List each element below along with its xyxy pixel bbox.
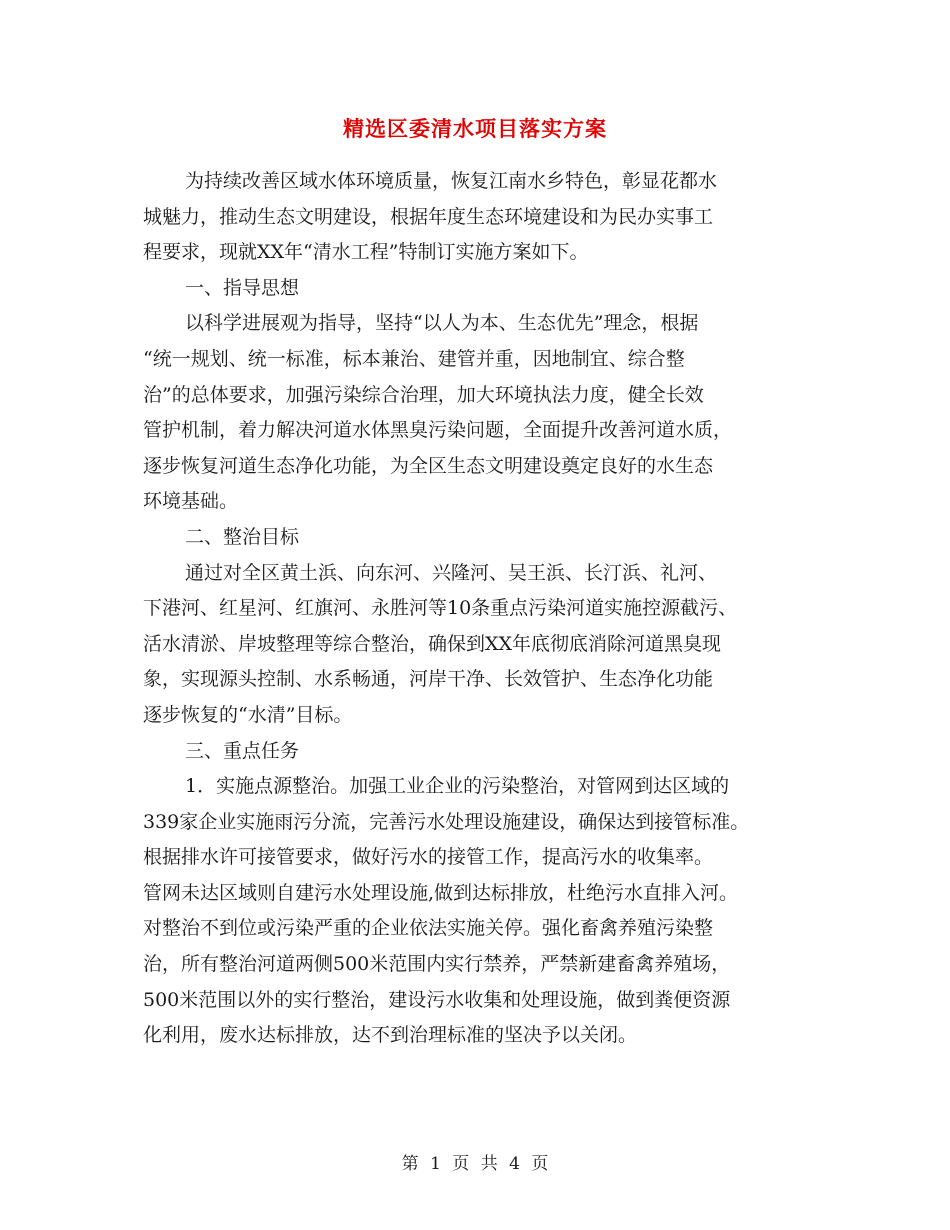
document-body xyxy=(143,164,823,1054)
text-line: 通过对全区黄土浜、向东河、兴隆河、吴王浜、长汀浜、礼河、 xyxy=(185,561,718,584)
text-line: 1．实施点源整治。加强工业企业的污染整治，对管网到达区域的 xyxy=(185,775,730,798)
text-line: 为持续改善区域水体环境质量，恢复江南水乡特色，彰显花都水 xyxy=(185,170,718,192)
text-line: 治”的总体要求，加强污染综合治理，加大环境执法力度，健全长效 xyxy=(143,383,704,406)
text-line: 下港河、红星河、红旗河、永胜河等10条重点污染河道实施控源截污、 xyxy=(143,597,738,620)
text-line: 对整治不到位或污染严重的企业依法实施关停。强化畜禽养殖污染整 xyxy=(143,917,714,940)
text-line: 以科学进展观为指导，坚持“以人为本、生态优先”理念，根据 xyxy=(185,312,699,335)
page-footer: 第 1 页 共 4 页 xyxy=(401,1154,549,1174)
text-line: 逐步恢复河道生态净化功能，为全区生态文明建设奠定良好的水生态 xyxy=(143,454,714,477)
text-line: 管护机制，着力解决河道水体黑臭污染问题，全面提升改善河道水质， xyxy=(143,419,733,442)
text-line: 活水清淤、岸坡整理等综合整治，确保到XX年底彻底消除河道黑臭现 xyxy=(143,632,722,655)
text-line: 逐步恢复的“水清”目标。 xyxy=(143,703,353,726)
text-line: 环境基础。 xyxy=(143,490,239,513)
text-line: 500米范围以外的实行整治，建设污水收集和处理设施，做到粪便资源 xyxy=(143,988,731,1011)
text-line: 城魅力，推动生态文明建设，根据年度生态环境建设和为民办实事工 xyxy=(143,205,714,228)
text-line: 管网未达区域则自建污水处理设施,做到达标排放，杜绝污水直排入河。 xyxy=(143,881,739,904)
text-line: 三、重点任务 xyxy=(185,739,300,762)
document-title: 精选区委清水项目落实方案 xyxy=(343,116,607,141)
text-line: 象，实现源头控制、水系畅通，河岸干净、长效管护、生态净化功能 xyxy=(143,668,714,691)
text-line: 二、整治目标 xyxy=(185,525,300,548)
text-line: 治，所有整治河道两侧500米范围内实行禁养，严禁新建畜禽养殖场， xyxy=(143,953,731,976)
text-line: “统一规划、统一标准，标本兼治、建管并重，因地制宜、综合整 xyxy=(143,347,685,370)
text-line: 一、指导思想 xyxy=(185,276,300,299)
text-line: 根据排水许可接管要求，做好污水的接管工作，提高污水的收集率。 xyxy=(143,846,714,869)
text-line: 程要求，现就XX年“清水工程”特制订实施方案如下。 xyxy=(143,241,589,264)
text-line: 化利用，废水达标排放，达不到治理标准的坚决予以关闭。 xyxy=(143,1024,638,1047)
text-line: 339家企业实施雨污分流，完善污水处理设施建设，确保达到接管标准。 xyxy=(143,810,750,833)
